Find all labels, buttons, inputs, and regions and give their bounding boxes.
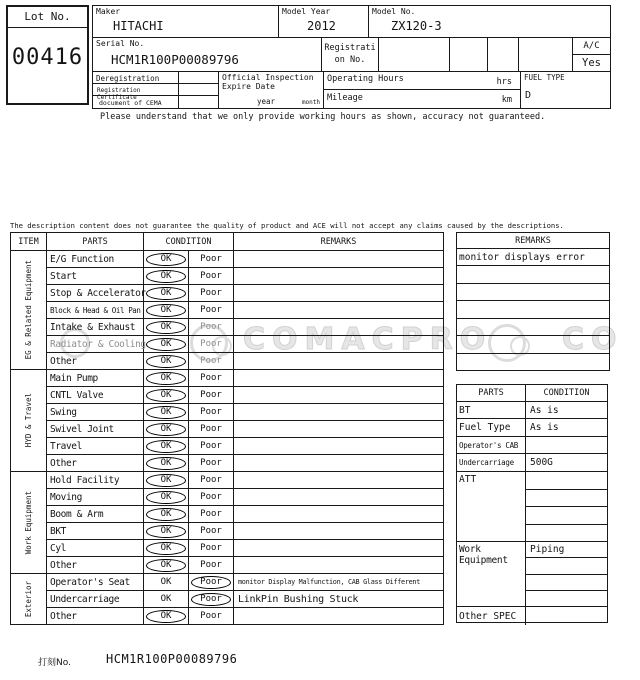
table-row — [47, 387, 444, 404]
spec-panel — [456, 384, 608, 623]
condition-poor-cell — [189, 506, 234, 523]
table-row — [47, 370, 444, 387]
header-table — [92, 5, 611, 109]
remark-cell — [234, 523, 444, 540]
part-name: E/G Function — [47, 251, 144, 268]
condition-ok-cell — [144, 506, 189, 523]
spec-part: Other SPEC — [457, 607, 526, 625]
deregistration-cell — [93, 72, 179, 84]
group-item-cell — [11, 574, 47, 625]
table-row — [47, 251, 444, 268]
part-name: Undercarriage — [47, 591, 144, 608]
part-name: Hold Facility — [47, 472, 144, 489]
mileage-cell — [324, 90, 521, 109]
spec-part: Work Equipment — [457, 542, 526, 606]
group-item-label: Exterior — [24, 580, 33, 618]
condition-ok-cell — [144, 472, 189, 489]
condition-poor-cell — [189, 608, 234, 625]
poor-label: Poor — [200, 407, 222, 417]
ok-circle-mark: OK — [146, 559, 186, 572]
ok-label: OK — [160, 594, 172, 604]
ok-circle-mark: OK — [146, 423, 186, 436]
table-row — [47, 353, 444, 370]
condition-ok-cell — [144, 302, 189, 319]
remark-cell — [234, 268, 444, 285]
condition-ok-cell — [144, 387, 189, 404]
working-hours-notice: Please understand that we only provide working hours as shown, accuracy not guaranteed. — [100, 112, 546, 122]
table-row — [47, 336, 444, 353]
condition-poor-cell — [189, 489, 234, 506]
spec-condition: 500G — [530, 457, 553, 468]
spec-part: ATT — [457, 472, 526, 541]
condition-poor-cell — [189, 387, 234, 404]
poor-label: Poor — [200, 339, 222, 349]
remark-cell — [234, 540, 444, 557]
table-row — [47, 472, 444, 489]
km-label: km — [501, 95, 512, 105]
maker-value: HITACHI — [113, 19, 164, 33]
poor-label: Poor — [200, 288, 222, 298]
col-condition-header: CONDITION — [144, 233, 234, 251]
poor-label: Poor — [200, 356, 222, 366]
poor-label: Poor — [200, 526, 222, 536]
spec-row-att — [457, 472, 607, 542]
header-empty-cell — [379, 38, 450, 72]
spec-condition: As is — [530, 404, 559, 416]
spec-condition — [526, 575, 607, 591]
ok-circle-mark: OK — [146, 491, 186, 504]
group-item-cell — [11, 370, 47, 472]
remarks-panel-row — [457, 354, 609, 370]
poor-label: Poor — [200, 322, 222, 332]
spec-condition — [526, 525, 607, 542]
condition-poor-cell — [189, 319, 234, 336]
spec-row-work-equipment — [457, 542, 607, 607]
condition-poor-cell — [189, 421, 234, 438]
table-row — [47, 285, 444, 302]
part-name: Travel — [47, 438, 144, 455]
fuel-type-label: FUEL TYPE — [524, 73, 565, 82]
ac-label: A/C — [583, 41, 600, 51]
part-name: Other — [47, 353, 144, 370]
poor-label: Poor — [200, 543, 222, 553]
group-hyd-travel — [11, 370, 444, 472]
spec-condition — [526, 607, 607, 625]
spec-row-other — [457, 607, 607, 625]
spec-row — [457, 437, 607, 454]
header-empty-cell — [519, 38, 573, 72]
disclaimer-text: The description content does not guarantee the quality of product and ACE will not accept any claims caused by the descriptions. — [10, 221, 564, 230]
year-label: year — [257, 97, 276, 106]
part-name: Start — [47, 268, 144, 285]
ok-circle-mark: OK — [146, 287, 186, 300]
remark-cell — [234, 421, 444, 438]
header-empty-cell — [450, 38, 488, 72]
ok-circle-mark: OK — [146, 440, 186, 453]
registration-certificate-cell — [93, 84, 179, 101]
poor-label: Poor — [200, 424, 222, 434]
condition-ok-cell — [144, 285, 189, 302]
condition-poor-cell — [189, 574, 234, 591]
operating-hours-cell — [324, 72, 521, 90]
group-item-label: EG & Related Equipment — [24, 260, 33, 360]
ok-circle-mark: OK — [146, 304, 186, 317]
ok-circle-mark: OK — [146, 389, 186, 402]
ok-circle-mark: OK — [146, 542, 186, 555]
hrs-label: hrs — [496, 77, 512, 87]
part-name: CNTL Valve — [47, 387, 144, 404]
serial-cell — [93, 38, 322, 72]
ok-circle-mark: OK — [146, 338, 186, 351]
part-name: Operator's Seat — [47, 574, 144, 591]
header-empty-cell — [179, 96, 219, 109]
condition-poor-cell — [189, 302, 234, 319]
spec-part: Fuel Type — [457, 419, 526, 436]
maker-cell — [93, 6, 279, 38]
part-name: Stop & Accelerator — [47, 285, 144, 302]
remarks-panel-row: monitor displays error — [457, 249, 609, 266]
poor-label: Poor — [200, 373, 222, 383]
condition-ok-cell — [144, 336, 189, 353]
remark-cell — [234, 285, 444, 302]
remark-cell — [234, 438, 444, 455]
header-empty-cell — [179, 72, 219, 84]
remark-cell — [234, 302, 444, 319]
ac-label-cell — [573, 38, 611, 55]
condition-poor-cell — [189, 353, 234, 370]
ok-label: OK — [160, 577, 172, 587]
poor-label: Poor — [200, 390, 222, 400]
table-row — [47, 404, 444, 421]
condition-ok-cell — [144, 523, 189, 540]
official-inspection-cell — [219, 72, 324, 109]
remark-cell — [234, 370, 444, 387]
condition-ok-cell — [144, 489, 189, 506]
remark-cell — [234, 404, 444, 421]
inspection-table — [10, 232, 444, 625]
condition-ok-cell — [144, 370, 189, 387]
group-exterior — [11, 574, 444, 625]
spec-part: Undercarriage — [457, 454, 526, 471]
part-name: Intake & Exhaust — [47, 319, 144, 336]
group-item-label: HYD & Travel — [24, 393, 33, 448]
month-label: month — [301, 99, 320, 106]
remarks-panel-header: REMARKS — [457, 233, 609, 249]
model-no-label: Model No. — [372, 7, 416, 16]
table-row — [47, 421, 444, 438]
document-of-cema-label: document of CEMA — [99, 99, 162, 107]
model-no-cell — [369, 6, 611, 38]
remark-cell — [234, 353, 444, 370]
remark-cell — [234, 387, 444, 404]
part-name: BKT — [47, 523, 144, 540]
remarks-panel-row — [457, 319, 609, 336]
lot-label: Lot No. — [8, 7, 87, 28]
maker-label: Maker — [96, 7, 121, 16]
serial-label: Serial No. — [96, 39, 145, 48]
table-row — [47, 489, 444, 506]
col-item-header: ITEM — [11, 233, 47, 251]
ok-circle-mark: OK — [146, 253, 186, 266]
condition-poor-cell — [189, 438, 234, 455]
ok-circle-mark: OK — [146, 525, 186, 538]
condition-ok-cell — [144, 353, 189, 370]
condition-ok-cell — [144, 608, 189, 625]
spec-condition: As is — [530, 422, 559, 433]
watermark-text-right: CO — [562, 322, 624, 357]
remark-cell — [234, 557, 444, 574]
condition-ok-cell — [144, 540, 189, 557]
table-row — [47, 574, 444, 591]
remark-cell — [234, 336, 444, 353]
condition-poor-cell — [189, 285, 234, 302]
part-name: Block & Head & Oil Pan — [47, 302, 144, 319]
spec-condition — [526, 591, 607, 606]
group-eg-related-equipment — [11, 251, 444, 370]
part-name: Other — [47, 557, 144, 574]
condition-ok-cell — [144, 404, 189, 421]
spec-condition — [526, 472, 607, 490]
serial-value: HCM1R100P00089796 — [111, 52, 239, 67]
table-row — [47, 438, 444, 455]
registration-no-label: Registration No. — [324, 43, 376, 66]
ok-circle-mark: OK — [146, 457, 186, 470]
part-name: Other — [47, 455, 144, 472]
poor-label: Poor — [200, 509, 222, 519]
spec-panel-header — [457, 385, 607, 402]
official-inspection-line2: Expire Date — [222, 82, 275, 91]
group-item-cell — [11, 472, 47, 574]
ok-circle-mark: OK — [146, 321, 186, 334]
table-row — [47, 523, 444, 540]
spec-row — [457, 402, 607, 419]
condition-poor-cell — [189, 268, 234, 285]
table-row — [47, 506, 444, 523]
remark-cell: LinkPin Bushing Stuck — [234, 591, 444, 608]
lot-number-box — [6, 5, 89, 105]
condition-ok-cell — [144, 268, 189, 285]
spec-part: Operator's CAB — [457, 437, 526, 453]
poor-label: Poor — [200, 475, 222, 485]
header-empty-cell — [488, 38, 519, 72]
condition-ok-cell — [144, 557, 189, 574]
condition-ok-cell — [144, 574, 189, 591]
spec-parts-header: PARTS — [457, 385, 526, 401]
table-row — [47, 557, 444, 574]
condition-poor-cell — [189, 557, 234, 574]
spec-condition-header: CONDITION — [543, 388, 590, 398]
condition-ok-cell — [144, 455, 189, 472]
model-no-value: ZX120-3 — [391, 19, 442, 33]
remark-cell — [234, 319, 444, 336]
condition-poor-cell — [189, 591, 234, 608]
operating-hours-label: Operating Hours — [327, 74, 404, 84]
ac-value: Yes — [582, 57, 601, 69]
table-row — [47, 608, 444, 625]
part-name: Cyl — [47, 540, 144, 557]
ok-circle-mark: OK — [146, 474, 186, 487]
remark-cell — [234, 472, 444, 489]
remark-cell — [234, 251, 444, 268]
condition-poor-cell — [189, 251, 234, 268]
inspection-table-header — [11, 233, 444, 251]
fuel-type-cell — [521, 72, 611, 109]
condition-ok-cell — [144, 319, 189, 336]
col-remarks-header: REMARKS — [234, 233, 444, 251]
ok-circle-mark: OK — [146, 508, 186, 521]
official-inspection-line1: Official Inspection — [222, 73, 314, 82]
condition-poor-cell — [189, 540, 234, 557]
part-name: Moving — [47, 489, 144, 506]
part-name: Main Pump — [47, 370, 144, 387]
spec-condition — [526, 558, 607, 574]
remark-cell — [234, 455, 444, 472]
condition-ok-cell — [144, 438, 189, 455]
registration-certificate-label: Registration Certificate — [97, 87, 141, 101]
header-empty-cell — [179, 84, 219, 96]
part-name: Swivel Joint — [47, 421, 144, 438]
poor-label: Poor — [200, 458, 222, 468]
condition-poor-cell — [189, 370, 234, 387]
model-year-value: 2012 — [307, 19, 336, 33]
table-row — [47, 268, 444, 285]
condition-poor-cell — [189, 523, 234, 540]
poor-circle-mark: Poor — [191, 576, 231, 589]
col-parts-header: PARTS — [47, 233, 144, 251]
registration-no-cell — [322, 38, 379, 72]
model-year-cell — [279, 6, 369, 38]
poor-label: Poor — [200, 560, 222, 570]
poor-label: Poor — [200, 441, 222, 451]
part-name: Radiator & Cooling — [47, 336, 144, 353]
model-year-label: Model Year — [282, 7, 331, 16]
table-row — [47, 591, 444, 608]
condition-poor-cell — [189, 472, 234, 489]
remark-cell — [234, 489, 444, 506]
ok-circle-mark: OK — [146, 610, 186, 623]
spec-condition: Piping — [526, 542, 607, 558]
part-name: Other — [47, 608, 144, 625]
ac-value-cell — [573, 55, 611, 72]
remarks-panel-row — [457, 284, 609, 301]
spec-condition — [526, 490, 607, 508]
condition-ok-cell — [144, 251, 189, 268]
remark-cell: monitor Display Malfunction, CAB Glass Different — [234, 574, 444, 591]
remarks-panel-row — [457, 336, 609, 353]
ok-circle-mark: OK — [146, 270, 186, 283]
group-item-label: Work Equipment — [24, 490, 33, 555]
ok-circle-mark: OK — [146, 406, 186, 419]
group-work-equipment — [11, 472, 444, 574]
poor-label: Poor — [200, 492, 222, 502]
condition-poor-cell — [189, 336, 234, 353]
table-row — [47, 540, 444, 557]
poor-label: Poor — [200, 305, 222, 315]
mileage-label: Mileage — [327, 93, 363, 103]
spec-condition — [526, 507, 607, 525]
poor-circle-mark: Poor — [191, 593, 231, 606]
fuel-type-value: D — [525, 90, 532, 101]
poor-label: Poor — [200, 271, 222, 281]
table-row — [47, 455, 444, 472]
part-name: Swing — [47, 404, 144, 421]
document-of-cema-cell — [93, 96, 179, 109]
remark-cell — [234, 506, 444, 523]
spec-row — [457, 454, 607, 472]
ok-circle-mark: OK — [146, 355, 186, 368]
spec-condition — [526, 437, 607, 453]
group-item-cell — [11, 251, 47, 370]
remarks-panel-row — [457, 266, 609, 283]
condition-ok-cell — [144, 591, 189, 608]
deregistration-label: Deregistration — [96, 74, 160, 83]
watermark-text: COMACPRO — [243, 322, 493, 357]
stamp-no-value: HCM1R100P00089796 — [106, 652, 238, 666]
remarks-panel-row — [457, 301, 609, 318]
table-row — [47, 319, 444, 336]
remark-cell — [234, 608, 444, 625]
spec-row — [457, 419, 607, 437]
ok-circle-mark: OK — [146, 372, 186, 385]
lot-value: 00416 — [11, 45, 84, 70]
table-row — [47, 302, 444, 319]
spec-part: BT — [457, 402, 526, 418]
poor-label: Poor — [200, 254, 222, 264]
condition-poor-cell — [189, 455, 234, 472]
poor-label: Poor — [200, 611, 222, 621]
stamp-no-label: 打刻No. — [38, 658, 71, 668]
condition-ok-cell — [144, 421, 189, 438]
part-name: Boom & Arm — [47, 506, 144, 523]
condition-poor-cell — [189, 404, 234, 421]
remarks-panel — [456, 232, 610, 371]
